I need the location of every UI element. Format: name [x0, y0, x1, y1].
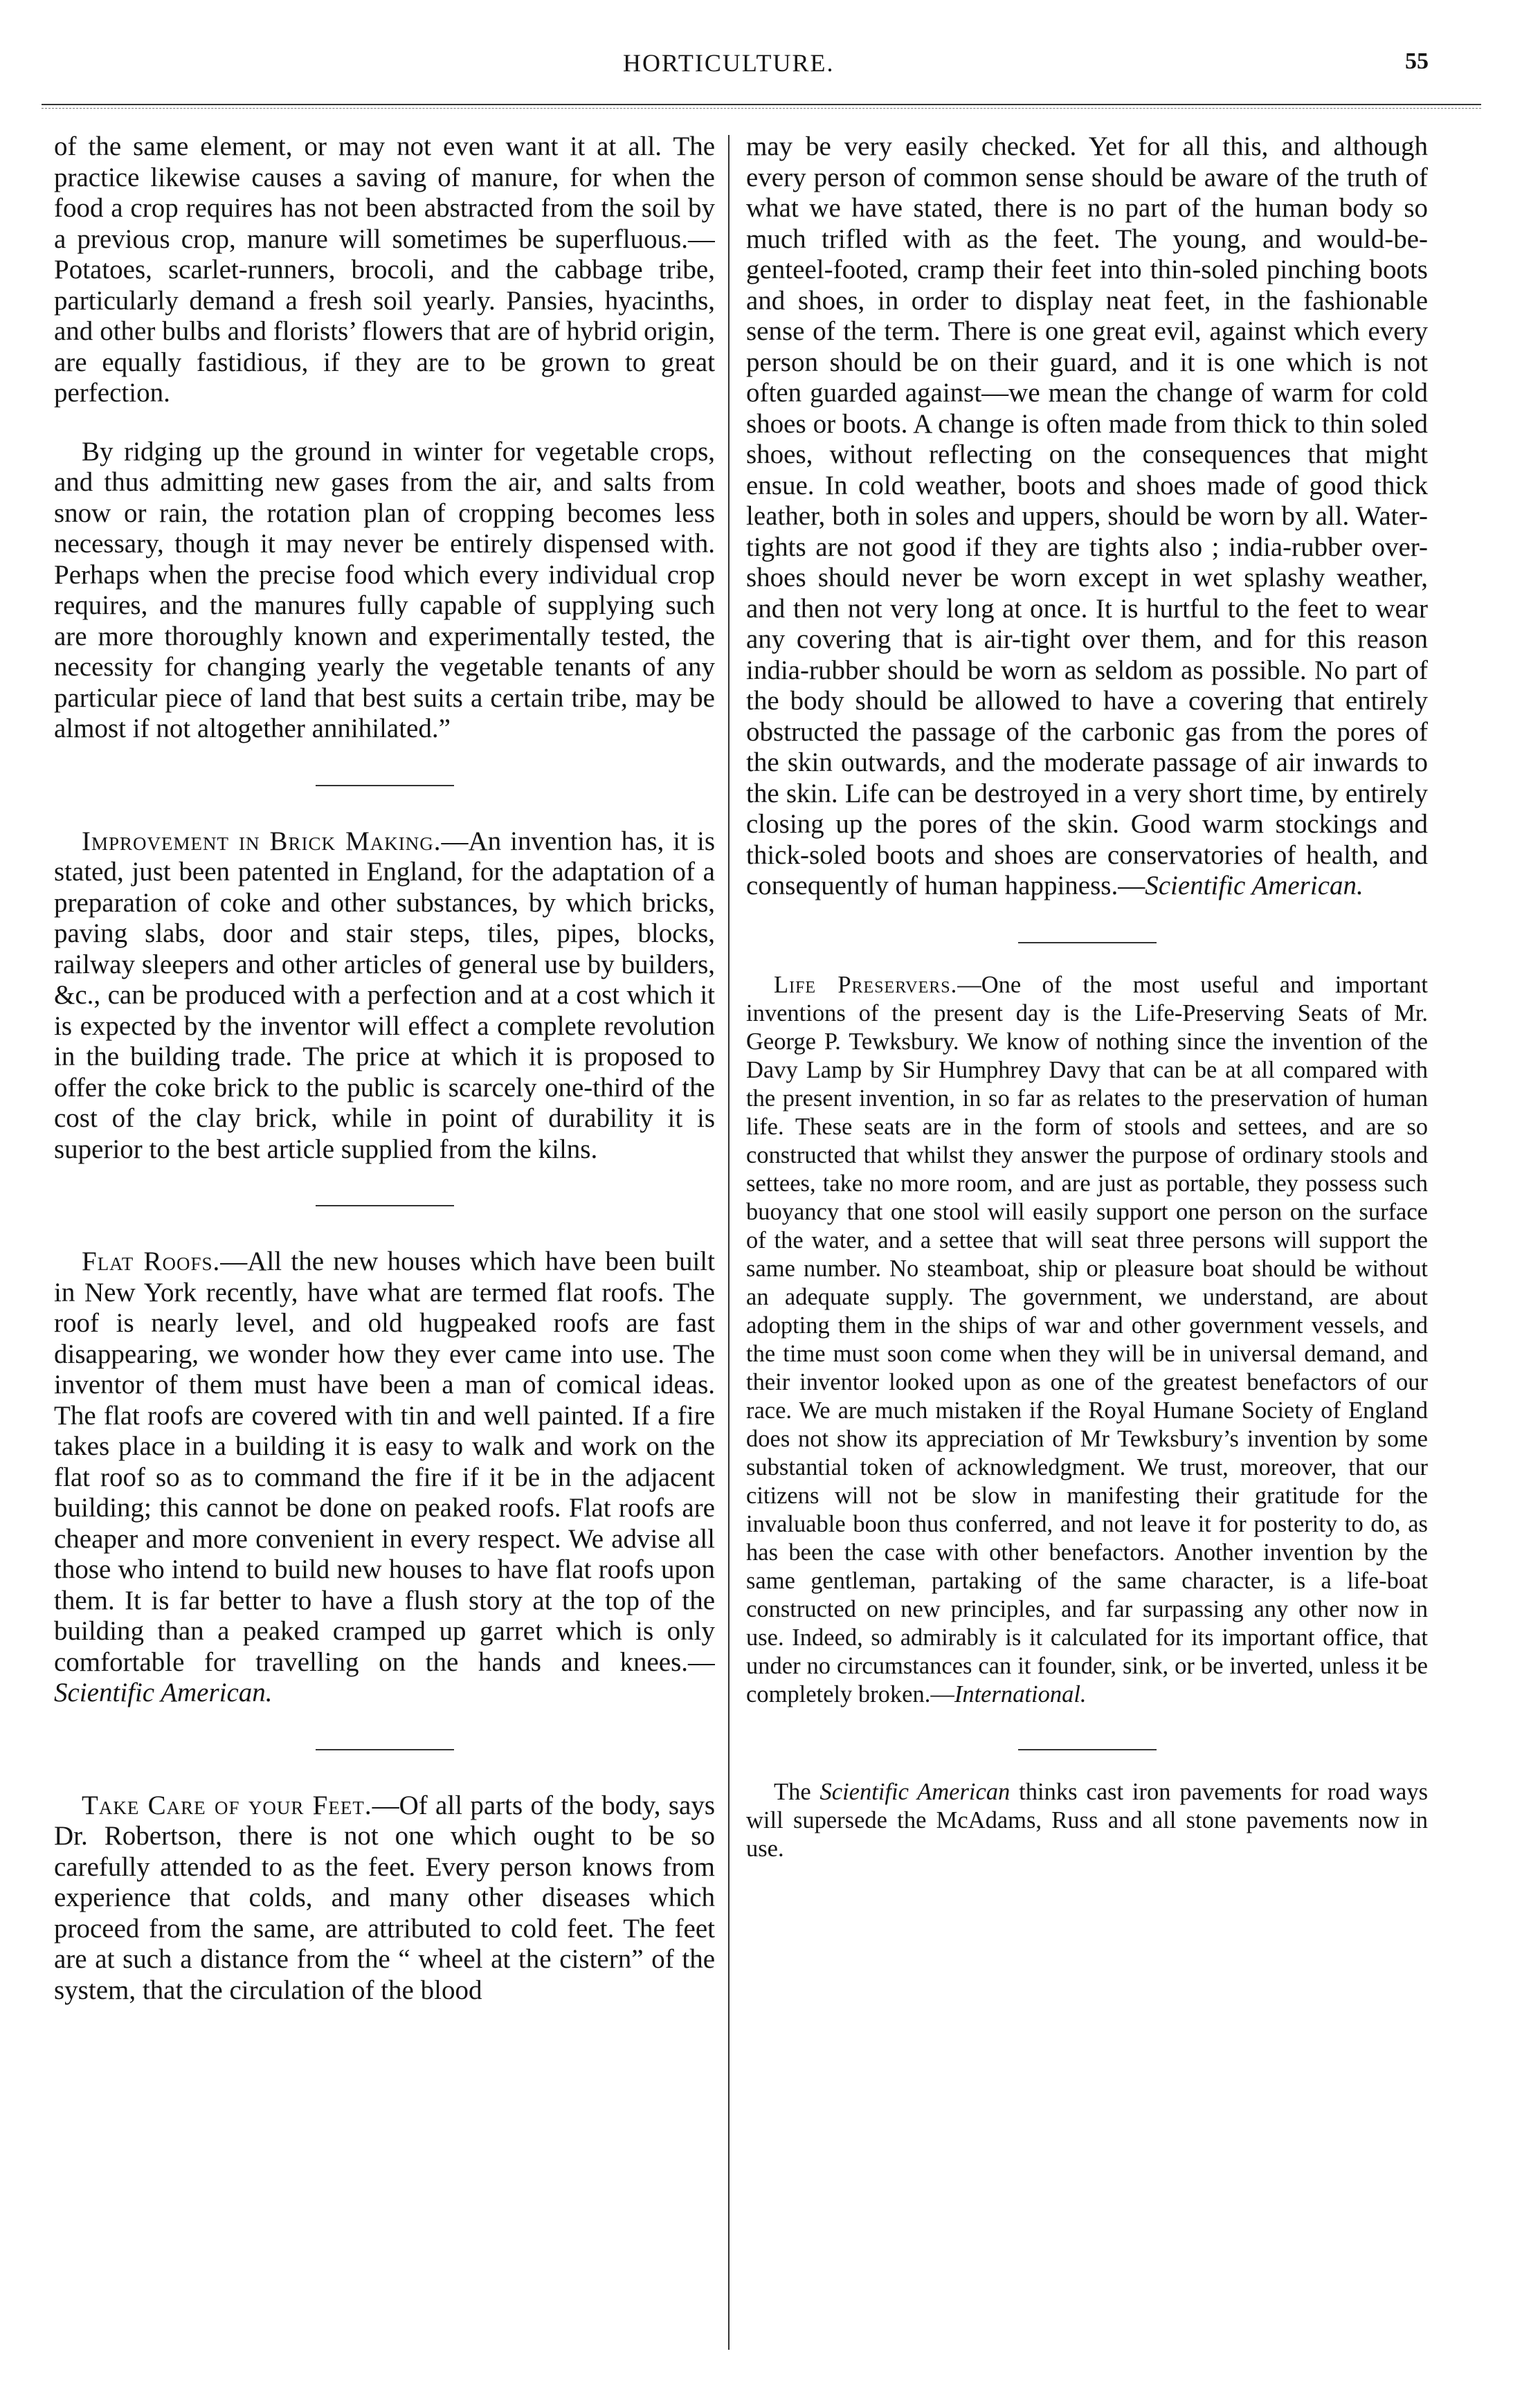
flat-roofs-text: —All the new houses which have been built in New York recently, have what are termed flat roofs. The roof is nearly level, and old hugpeaked roofs are fast disappearing, we wonder how they ever came into use. The inventor of them must have been a man of comical ideas. The flat roofs are covered with tin and well painted. If a fire takes place in a building it is easy to walk and work on the flat roof so as to command the fire if it be in the adjacent building; this cannot be done on peaked roofs. Flat roofs are cheaper and more convenient in every respect. We advise all those who intend to build new houses to have flat roofs upon them. It is far better to have a flush story at the top of the building than a peaked cramped up garret which is only comfortable for travelling on the hands and knees.— — [54, 1247, 715, 1677]
brick-making-heading: Improvement in Brick Making. — [82, 826, 442, 856]
page-title: HORTICULTURE. — [623, 49, 835, 77]
pavements-text: thinks cast iron pavements for road ways will supersede the McAdams, Russ and all stone pavements now in use. — [746, 1778, 1428, 1862]
feet-text: —Of all parts of the body, says Dr. Robertson, there is not one which ought to be so carefully attended to as the feet. Every person knows from experience that colds, and many other diseases which proceed from the same, are attributed to cold feet. The feet are at such a distance from the “ wheel at the cistern” of the system, that the circulation of the blood — [54, 1790, 715, 2005]
flat-roofs-source: Scientific American. — [54, 1678, 273, 1707]
page-number: 55 — [1405, 48, 1429, 74]
flat-roofs-heading: Flat Roofs. — [82, 1247, 221, 1276]
column-rule — [728, 135, 730, 2350]
life-preservers-article — [746, 971, 1428, 1709]
right-column — [746, 132, 1428, 2360]
feet-article — [54, 1791, 715, 2006]
brick-making-text: —An invention has, it is stated, just been patented in England, for the adaptation of a preparation of coke and other substances, by which bricks, paving slabs, door and stair steps, tiles, pipes, blocks, railway sleepers and other articles of general use by builders, &c., can be produced with a perfection and at a cost which it is expected by the inventor will effect a complete revolution in the building trade. The price at which it is proposed to offer the coke brick to the public is scarcely one-third of the cost of the clay brick, while in point of durability it is superior to the best article supplied from the kilns. — [54, 826, 715, 1164]
horticulture-paragraph-2: By ridging up the ground in winter for vegetable crops, and thus admitting new gases from the air, and salts from snow or rain, the rotation plan of cropping becomes less necessary, though it may never be entirely dispensed with. Perhaps when the precise food which every individual crop requires, and the manures fully capable of supplying such are more thoroughly known and experimentally tested, the necessity for changing yearly the vegetable tenants of any particular piece of land that best suits a certain tribe, may be almost if not altogether annihilated.” — [54, 436, 715, 743]
pavements-note — [746, 1778, 1428, 1863]
life-preservers-text: —One of the most useful and important inventions of the present day is the Life-Preserving Seats of Mr. George P. Tewksbury. We know of nothing since the invention of the Davy Lamp by Sir Humphrey Davy that can be at all compared with the present invention, in so far as relates to the preservation of human life. These seats are in the form of stools and settees, and are so constructed that whilst they answer the purpose of ordinary stools and settees, take no more room, and are just as portable, they possess such buoyancy that one stool will easily support one person on the surface of the water, and a settee that will seat three persons will support the same number. No steamboat, ship or pleasure boat should be without an adequate supply. The government, we understand, are about adopting them in the ships of war and other government vessels, and the time must soon come when they will be in universal demand, and their inventor looked upon as one of the greatest benefactors of our race. We are much mistaken if the Royal Humane Society of England does not show its appreciation of Mr Tewksbury’s invention by some substantial token of acknowledgment. We trust, moreover, that our citizens will not be slow in manifesting their gratitude for the invaluable boon thus conferred, and not leave it for posterity to do, as has been the case with other benefactors. Another invention by the same gentleman, partaking of the same character, is a life-boat constructed on new principles, and far surpassing any other now in use. Indeed, so admirably is it calculated for its important office, that under no circumstances can it founder, sink, or be inverted, unless it be completely broken.— — [746, 971, 1428, 1707]
header-rule-secondary — [42, 108, 1481, 109]
feet-source: Scientific American. — [1145, 871, 1364, 900]
pavements-lead: The — [774, 1778, 820, 1805]
left-column — [54, 132, 715, 2360]
life-preservers-source: International. — [954, 1680, 1087, 1707]
flat-roofs-article — [54, 1247, 715, 1709]
brick-making-article — [54, 826, 715, 1166]
pavements-publication: Scientific American — [819, 1778, 1011, 1805]
horticulture-paragraph-1: of the same element, or may not even want it at all. The practice likewise causes a saving of manure, for when the food a crop requires has not been abstracted from the soil by a previous crop, manure will sometimes be superfluous.— Potatoes, scarlet-runners, brocoli, and the cabbage tribe, particularly demand a fresh soil yearly. Pansies, hyacinths, and other bulbs and florists’ flowers that are of hybrid origin, are equally fastidious, if they are to be grown to great perfection. — [54, 132, 715, 408]
feet-continued-text: may be very easily checked. Yet for all this, and although every person of common sense should be aware of the truth of what we have stated, there is no part of the human body so much trifled with as the feet. The young, and would-be-genteel-footed, cramp their feet into thin-soled pinching boots and shoes, in order to display neat feet, in the fashionable sense of the term. There is one great evil, against which every person should be on their guard, and it is one which is not often guarded against—we mean the change of warm for cold shoes or boots. A change is often made from thick to thin soled shoes, without reflecting on the consequences that might ensue. In cold weather, boots and shoes made of good thick leather, both in soles and uppers, should be worn by all. Water-tights are not good if they are tights also ; india-rubber over-shoes should never be worn except in wet splashy weather, and then not very long at once. It is hurtful to the feet to wear any covering that is air-tight over them, and for this reason india-rubber should be worn as seldom as possible. No part of the body should be allowed to have a covering that entirely obstructed the passage of the carbonic gas from the pores of the skin outwards, and the moderate passage of air inwards to the skin. Life can be destroyed in a very short time, by entirely closing up the pores of the skin. Good warm stockings and thick-soled boots and shoes are conservatories of health, and consequently of human happiness.— — [746, 132, 1428, 900]
header-rule — [42, 104, 1481, 105]
life-preservers-heading: Life Preservers. — [774, 971, 958, 998]
feet-heading: Take Care of your Feet. — [82, 1790, 372, 1820]
running-head — [0, 48, 1540, 97]
feet-article-continued — [746, 132, 1428, 902]
